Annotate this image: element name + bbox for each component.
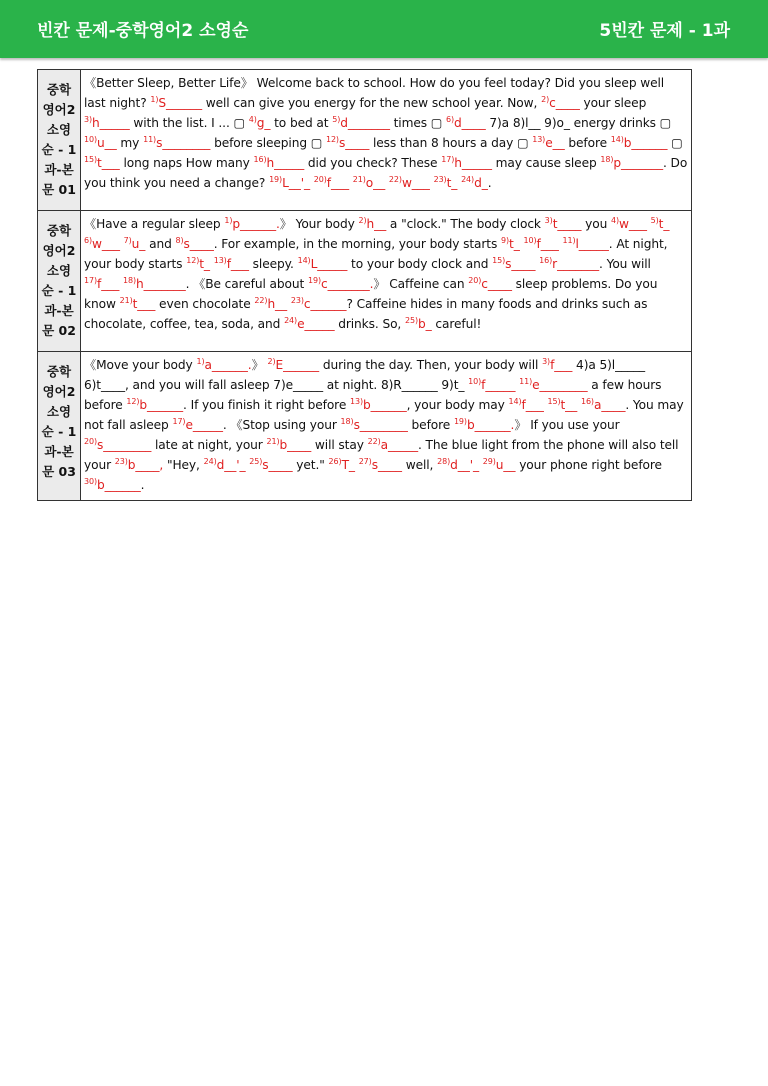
blank-hint: r_______ [552, 257, 600, 271]
passage-segment: you [581, 217, 611, 231]
blank-number: 2) [267, 357, 276, 366]
blank-number: 26) [328, 457, 342, 466]
blank-hint: a____ [593, 398, 626, 412]
blank-number: 17) [84, 276, 98, 285]
blank-number: 3) [84, 115, 93, 124]
blank-answer [214, 257, 249, 271]
blank-number: 25) [249, 457, 263, 466]
blank-answer [524, 237, 559, 251]
label-line: 소영 [46, 404, 72, 419]
passage-segment: 《Better Sleep, Better Life》 Welcome back to school. How do you feel today? Did you sleep well last night? [84, 76, 665, 110]
blank-number: 20) [313, 175, 327, 184]
passage-segment: before sleeping ▢ [210, 136, 326, 150]
blank-answer [454, 418, 514, 432]
blank-hint: f_____ [481, 378, 516, 392]
blank-number: 20) [468, 276, 482, 285]
blank-answer [611, 136, 668, 150]
label-line: 중학 [46, 82, 72, 97]
blank-number: 18) [122, 276, 136, 285]
blank-number: 11) [143, 135, 157, 144]
passage-segment: 《Move your body [84, 358, 197, 372]
blank-answer [542, 358, 572, 372]
passage-segment: . For example, in the morning, your body starts [213, 237, 502, 251]
blank-hint: e_____ [297, 317, 335, 331]
passage-segment: 》 Caffeine can [373, 277, 469, 291]
blank-answer [298, 257, 348, 271]
blank-hint: b______ [363, 398, 407, 412]
label-line: 과-본 [44, 444, 74, 459]
blank-answer [519, 378, 587, 392]
blank-hint: h_____ [454, 156, 492, 170]
passage-segment: 》 If you use your [514, 418, 620, 432]
blank-hint: w___ [619, 217, 647, 231]
passage-segment: . [487, 176, 492, 190]
blank-number: 21) [119, 296, 133, 305]
blank-hint: f___ [326, 176, 349, 190]
passage-segment: sleep problems. Do you know [84, 277, 658, 311]
blank-number: 13) [213, 256, 227, 265]
blank-answer [389, 176, 430, 190]
blank-answer [547, 398, 577, 412]
blank-number: 23) [290, 296, 304, 305]
blank-hint: h_____ [92, 116, 130, 130]
blank-answer [126, 398, 183, 412]
blank-answer [341, 418, 408, 432]
passage-segment: . [140, 478, 145, 492]
label-line: 중학 [46, 364, 72, 379]
blank-hint: t_ [199, 257, 210, 271]
blank-hint: d_______ [340, 116, 390, 130]
passage-segment: times ▢ [389, 116, 446, 130]
blank-number: 21) [352, 175, 366, 184]
blank-number: 16) [253, 155, 267, 164]
label-line: 영어2 [42, 243, 76, 258]
blank-answer [150, 96, 202, 110]
blank-number: 4) [611, 216, 620, 225]
blank-hint: b______ [97, 478, 141, 492]
passage-segment: 7)a 8)l__ 9)o_ energy drinks ▢ [485, 116, 672, 130]
blank-hint: o__ [365, 176, 386, 190]
blank-hint: s____ [262, 458, 293, 472]
page-header [0, 0, 768, 58]
blank-answer [204, 458, 246, 472]
blank-hint: t___ [97, 156, 120, 170]
blank-answer [441, 156, 492, 170]
label-line: 순 - 1 [41, 424, 77, 439]
blank-number: 20) [84, 437, 98, 446]
blank-answer [249, 458, 292, 472]
label-line: 순 - 1 [41, 283, 77, 298]
blank-hint: d__'_ [216, 458, 246, 472]
blank-number: 22) [367, 437, 381, 446]
blank-answer [267, 438, 312, 452]
blank-hint: h_____ [266, 156, 305, 170]
blank-number: 12) [126, 397, 140, 406]
blank-hint: w___ [92, 237, 120, 251]
blank-hint: e__ [545, 136, 565, 150]
blank-answer [84, 136, 117, 150]
label-line: 중학 [46, 223, 72, 238]
blank-answer [600, 156, 663, 170]
passage-segment: . You may not fall asleep [84, 398, 684, 432]
worksheet-title: 빈칸 문제-중학영어2 소영순 [37, 21, 249, 41]
passage-segment: . The blue light from the phone will also tell your [84, 438, 679, 472]
blank-number: 19) [453, 417, 467, 426]
blank-answer [143, 136, 210, 150]
blank-hint: f___ [97, 277, 120, 291]
blank-number: 1) [196, 357, 205, 366]
passage-segment: careful! [431, 317, 482, 331]
blank-hint: c_______. [321, 277, 374, 291]
blank-hint: c______ [303, 297, 347, 311]
blank-hint: b______. [466, 418, 515, 432]
blank-answer [84, 438, 151, 452]
passage-segment: before [564, 136, 611, 150]
blank-hint: p_______ [613, 156, 663, 170]
blank-hint: S______ [158, 96, 202, 110]
blank-answer [254, 156, 305, 170]
passage-text [81, 352, 692, 501]
blank-answer [326, 136, 369, 150]
blank-answer [541, 96, 580, 110]
blank-number: 27) [358, 457, 372, 466]
blank-number: 23) [433, 175, 447, 184]
blank-hint: b____ [279, 438, 312, 452]
blank-number: 13) [350, 397, 364, 406]
blank-number: 28) [437, 457, 451, 466]
blank-answer [539, 257, 599, 271]
label-line: 문 01 [42, 182, 76, 197]
blank-number: 30) [84, 477, 98, 486]
passage-segment: . You will [599, 257, 651, 271]
blank-answer [224, 217, 279, 231]
blank-hint: E______ [275, 358, 320, 372]
blank-number: 8) [175, 236, 184, 245]
blank-hint: u_ [131, 237, 146, 251]
blank-answer [124, 237, 146, 251]
blank-number: 21) [266, 437, 280, 446]
blank-hint: d____ [453, 116, 486, 130]
blank-answer [611, 217, 647, 231]
label-line: 과-본 [44, 162, 74, 177]
blank-answer [284, 317, 334, 331]
blank-answer [291, 297, 347, 311]
blank-hint: c____ [481, 277, 512, 291]
blank-answer [353, 176, 385, 190]
passage-segment: did you check? These [304, 156, 442, 170]
blank-answer [437, 458, 479, 472]
blank-answer [434, 176, 458, 190]
label-line: 순 - 1 [41, 142, 77, 157]
blank-hint: b_ [418, 317, 432, 331]
blank-hint: u__ [495, 458, 516, 472]
passage-segment: . If you finish it right before [183, 398, 350, 412]
passage-segment: my [116, 136, 144, 150]
passage-segment: during the day. Then, your body will [319, 358, 543, 372]
passage-segment: "Hey, [163, 458, 204, 472]
passage-segment: well can give you energy for the new school year. Now, [201, 96, 542, 110]
label-line: 영어2 [42, 384, 76, 399]
blank-number: 11) [519, 377, 533, 386]
blank-answer [115, 458, 163, 472]
passage-segment: sleepy. [248, 257, 298, 271]
blank-number: 2) [358, 216, 367, 225]
blank-number: 23) [114, 457, 128, 466]
passage-segment: your phone right before [515, 458, 662, 472]
blank-hint: t_ [509, 237, 520, 251]
blank-answer [405, 317, 432, 331]
passage-segment: to bed at [270, 116, 333, 130]
blank-number: 5) [650, 216, 659, 225]
passage-segment: ▢ [667, 136, 683, 150]
blank-answer [581, 398, 625, 412]
blank-answer [483, 458, 516, 472]
passage-label [38, 211, 81, 352]
passage-segment: will stay [311, 438, 368, 452]
blank-number: 18) [600, 155, 614, 164]
blank-number: 17) [172, 417, 186, 426]
passage-text [81, 70, 692, 211]
blank-answer [186, 257, 210, 271]
blank-number: 17) [441, 155, 455, 164]
passage-segment: long naps How many [119, 156, 254, 170]
blank-answer [509, 398, 544, 412]
passage-segment: 》 [251, 358, 268, 372]
blank-hint: h__ [267, 297, 288, 311]
passage-segment: to your body clock and [347, 257, 493, 271]
blank-hint: u__ [97, 136, 117, 150]
blank-number: 10) [523, 236, 537, 245]
worksheet-table [37, 69, 692, 501]
worksheet-type-title: 5빈칸 문제 - 1과 [599, 21, 730, 41]
label-line: 영어2 [42, 102, 76, 117]
blank-answer [329, 458, 355, 472]
passage-segment: less than 8 hours a day ▢ [369, 136, 533, 150]
passage-row [38, 352, 692, 501]
passage-segment: late at night, your [151, 438, 267, 452]
blank-answer [545, 217, 582, 231]
blank-hint: a_____ [380, 438, 418, 452]
passage-segment: , your body may [406, 398, 509, 412]
blank-hint: e________ [532, 378, 588, 392]
blank-hint: s____ [183, 237, 214, 251]
blank-hint: t__ [560, 398, 578, 412]
blank-hint: T_ [341, 458, 355, 472]
blank-number: 24) [203, 457, 217, 466]
blank-number: 15) [492, 256, 506, 265]
blank-answer [84, 478, 141, 492]
blank-answer [446, 116, 486, 130]
blank-answer [314, 176, 349, 190]
passage-row [38, 70, 692, 211]
blank-hint: t_ [446, 176, 458, 190]
passage-segment: . 《Stop using your [222, 418, 341, 432]
passage-segment: and [145, 237, 176, 251]
blank-hint: L_____ [310, 257, 348, 271]
blank-answer [532, 136, 564, 150]
passage-text [81, 211, 692, 352]
blank-number: 24) [284, 316, 298, 325]
blank-answer [269, 176, 310, 190]
blank-hint: b____, [127, 458, 164, 472]
blank-answer [332, 116, 390, 130]
blank-hint: f___ [536, 237, 559, 251]
blank-number: 15) [547, 397, 561, 406]
blank-answer [84, 237, 120, 251]
blank-number: 3) [542, 357, 551, 366]
blank-answer [196, 358, 251, 372]
blank-number: 7) [123, 236, 132, 245]
blank-hint: b______ [139, 398, 184, 412]
blank-number: 10) [468, 377, 482, 386]
blank-answer [359, 217, 387, 231]
blank-number: 4) [248, 115, 257, 124]
passage-segment: 4)a 5)l_____ 6)t____, and you will fall asleep 7)e_____ at night. 8)R______ 9)t_ [84, 358, 646, 392]
passage-segment: even chocolate [155, 297, 255, 311]
blank-number: 22) [388, 175, 402, 184]
blank-number: 1) [224, 216, 233, 225]
blank-answer [492, 257, 535, 271]
blank-hint: c____ [549, 96, 580, 110]
blank-number: 24) [461, 175, 475, 184]
blank-answer [175, 237, 213, 251]
label-line: 과-본 [44, 303, 74, 318]
passage-segment: before [407, 418, 454, 432]
blank-number: 5) [332, 115, 341, 124]
blank-answer [172, 418, 222, 432]
blank-hint: g_ [256, 116, 271, 130]
blank-hint: s____ [505, 257, 536, 271]
blank-number: 29) [482, 457, 496, 466]
blank-answer [84, 116, 130, 130]
blank-hint: s____ [338, 136, 370, 150]
blank-hint: s____ [371, 458, 402, 472]
passage-segment: drinks. So, [334, 317, 405, 331]
blank-answer [468, 277, 512, 291]
blank-number: 12) [186, 256, 200, 265]
blank-number: 1) [150, 95, 159, 104]
label-line: 문 02 [42, 323, 76, 338]
passage-segment: . At night, your body starts [84, 237, 668, 271]
blank-hint: d_ [474, 176, 488, 190]
passage-segment: may cause sleep [491, 156, 601, 170]
blank-answer [359, 458, 402, 472]
blank-number: 22) [254, 296, 268, 305]
blank-hint: f___ [226, 257, 249, 271]
passage-segment: 》 Your body [279, 217, 359, 231]
label-line: 소영 [46, 263, 72, 278]
blank-hint: t___ [132, 297, 156, 311]
blank-answer [350, 398, 407, 412]
blank-number: 25) [404, 316, 418, 325]
blank-hint: d__'_ [450, 458, 479, 472]
blank-number: 18) [340, 417, 354, 426]
blank-hint: t____ [552, 217, 582, 231]
blank-number: 14) [297, 256, 311, 265]
passage-label [38, 70, 81, 211]
blank-number: 6) [84, 236, 93, 245]
passage-segment: with the list. I ... ▢ [129, 116, 249, 130]
blank-hint: t_ [658, 217, 670, 231]
blank-answer [368, 438, 418, 452]
blank-answer [501, 237, 520, 251]
blank-hint: e_____ [185, 418, 223, 432]
blank-answer [562, 237, 608, 251]
passage-segment: 《Have a regular sleep [84, 217, 225, 231]
passage-row [38, 211, 692, 352]
blank-hint: p______. [232, 217, 280, 231]
blank-number: 9) [501, 236, 510, 245]
blank-number: 14) [610, 135, 624, 144]
blank-answer [308, 277, 373, 291]
blank-hint: f___ [550, 358, 573, 372]
blank-number: 11) [562, 236, 576, 245]
passage-label [38, 352, 81, 501]
label-line: 문 03 [42, 464, 76, 479]
blank-number: 19) [308, 276, 322, 285]
blank-hint: a______. [204, 358, 252, 372]
blank-hint: s________ [353, 418, 408, 432]
blank-hint: h__ [366, 217, 387, 231]
blank-hint: w___ [401, 176, 430, 190]
passage-segment: a few hours before [84, 378, 662, 412]
passage-segment: ? Caffeine hides in many foods and drinks such as chocolate, coffee, tea, soda, and [84, 297, 648, 331]
blank-number: 19) [269, 175, 283, 184]
blank-number: 16) [539, 256, 553, 265]
passage-segment: a "clock." The body clock [386, 217, 545, 231]
passage-segment: well, [401, 458, 438, 472]
label-line: 소영 [46, 122, 72, 137]
blank-answer [651, 217, 670, 231]
blank-answer [120, 297, 156, 311]
blank-answer [254, 297, 287, 311]
blank-number: 3) [544, 216, 553, 225]
blank-hint: s________ [97, 438, 152, 452]
blank-hint: b______ [623, 136, 668, 150]
blank-number: 2) [541, 95, 550, 104]
blank-number: 12) [325, 135, 339, 144]
blank-answer [84, 277, 119, 291]
blank-answer [123, 277, 186, 291]
passage-segment: . 《Be careful about [185, 277, 308, 291]
blank-answer [468, 378, 515, 392]
passage-segment: your sleep [579, 96, 647, 110]
blank-hint: f___ [521, 398, 544, 412]
blank-answer [461, 176, 488, 190]
blank-number: 14) [508, 397, 522, 406]
passage-segment: yet." [292, 458, 329, 472]
blank-number: 6) [445, 115, 454, 124]
blank-answer [84, 156, 120, 170]
blank-hint: h_______ [136, 277, 186, 291]
blank-hint: s________ [156, 136, 211, 150]
blank-answer [267, 358, 319, 372]
blank-number: 16) [580, 397, 594, 406]
passage-segment: . Do you think you need a change? [84, 156, 688, 190]
blank-number: 13) [532, 135, 546, 144]
blank-number: 15) [84, 155, 98, 164]
blank-number: 10) [84, 135, 98, 144]
blank-answer [249, 116, 271, 130]
blank-hint: l_____ [575, 237, 609, 251]
blank-hint: L__'_ [282, 176, 310, 190]
